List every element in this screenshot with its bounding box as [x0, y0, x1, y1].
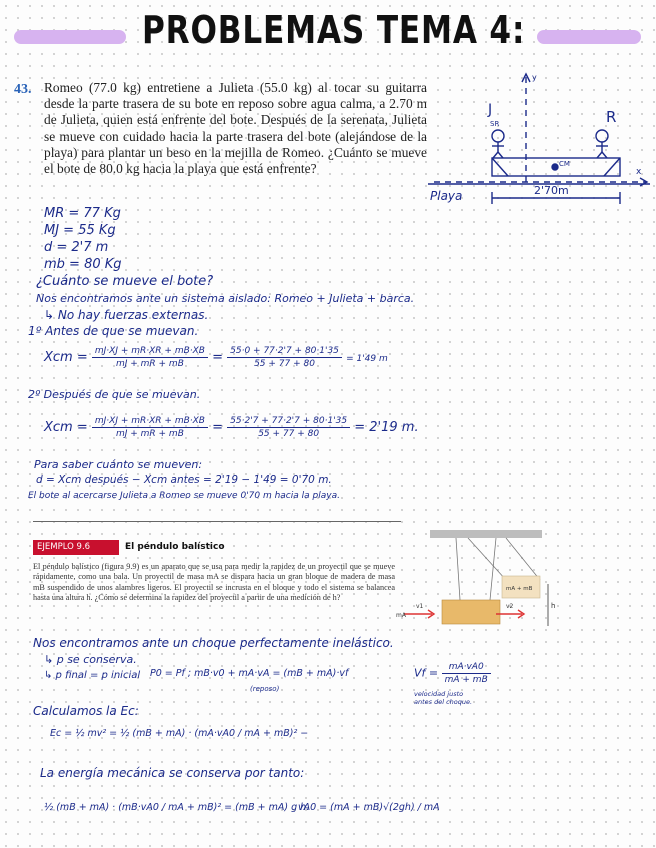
xcm-before-result: = 1'49 m	[346, 354, 388, 364]
momentum-final-initial: ↳ p final = p inicial	[44, 670, 141, 681]
highlight-pill-left	[14, 30, 126, 44]
boat-diagram	[428, 70, 650, 220]
step-two-title: 2º Después de que se muevan.	[28, 388, 201, 401]
how-much-moves: Para saber cuánto se mueven:	[34, 458, 203, 471]
diagram-label-y: y	[532, 73, 537, 82]
inelastic-collision: Nos encontramos ante un choque perfectamente inelástico.	[33, 636, 394, 650]
diagram-label-sr: SR	[490, 120, 500, 128]
xcm-before-formula	[92, 346, 208, 369]
reposo-note: (reposo)	[250, 685, 280, 693]
question-line: ¿Cuánto se mueve el bote?	[36, 274, 214, 289]
example-title: El péndulo balístico	[125, 542, 225, 552]
example-header	[33, 540, 401, 555]
example-label: EJEMPLO 9.6	[33, 540, 119, 555]
xcm-before-sub-den: 55 + 77 + 80	[254, 359, 315, 369]
conclusion: El bote al acercarse Julieta a Romeo se mueve 0'70 m hacia la playa.	[28, 491, 340, 501]
page-title: PROBLEMAS TEMA 4:	[142, 8, 526, 52]
no-external-forces: ↳ No hay fuerzas externas.	[44, 308, 209, 322]
step-one-title: 1º Antes de que se muevan.	[28, 324, 199, 338]
xcm-before-substitution	[227, 346, 342, 369]
xcm-after-equation: Xcm = $\frac{mJ\cdot XJ + mR\cdot XR + mB\cdot XB}{mJ + mR + mB}$ = $\frac{55\cdot 2'7 + 77\cdot 2'7 + 80\cdot 1'35}{55 + 77 + 80}$ = 2'19 m.	[44, 416, 419, 439]
data-mj: MJ = 55 Kg	[44, 223, 116, 238]
xcm-before-formula-den: mJ + mR + mB	[115, 359, 184, 369]
xcm-after-formula-num: mJ·XJ + mR·XR + mB·XB	[92, 416, 208, 428]
diagram-label-playa: Playa	[430, 189, 463, 203]
xcm-after-result: = 2'19 m.	[354, 420, 419, 435]
diagram-label-x: x	[636, 167, 642, 177]
diagram-label-cm: CM	[559, 160, 570, 168]
xcm-before-formula-num: mJ·XJ + mR·XR + mB·XB	[92, 346, 208, 358]
vf-den: mA + mB	[444, 675, 488, 685]
fig-label-h: h	[551, 602, 556, 610]
problem-text: Romeo (77.0 kg) entretiene a Julieta (55.0 kg) al tocar su guitarra desde la parte trasera de su bote en reposo sobre agua calma, a 2.70 m de Julieta, quien está enfrente del bote. Después de la serenata, Julieta se mueve con cuidado hacia la parte trasera del bote (alejándose de la playa) para plantar un beso en la mejilla de Romeo. ¿Cuánto se mueve el bote de 80.0 kg hacia la playa que está enfrente?	[44, 80, 427, 177]
fig-label-v2: v2	[506, 603, 514, 610]
fig-label-v1: v1	[416, 603, 424, 610]
diagram-label-j: J	[488, 102, 493, 118]
highlight-pill-right	[537, 30, 641, 44]
pendulum-figure	[398, 522, 563, 640]
displacement-equation: d = Xcm después − Xcm antes = 2'19 − 1'49 = 0'70 m.	[36, 474, 332, 486]
xcm-before-sub-num: 55·0 + 77·2'7 + 80·1'35	[227, 346, 342, 358]
vf-num: mA·vA0	[442, 662, 491, 674]
xcm-before-equation: Xcm = $\frac{mJ\cdot XJ + mR\cdot XR + mB\cdot XB}{mJ + mR + mB}$ = $\frac{55\cdot 0 + 77\cdot 2'7 + 80\cdot 1'35}{55 + 77 + 80}$ = 1'49 m	[44, 346, 388, 369]
xcm-after-formula	[92, 416, 208, 439]
xcm-after-formula-den: mJ + mR + mB	[115, 429, 184, 439]
final-velocity-result: vA0 = (mA + mB)√(2gh) / mA	[298, 802, 440, 813]
xcm-before-lhs: Xcm =	[44, 350, 88, 365]
fig-label-mab: mA + mB	[506, 586, 533, 592]
xcm-after-lhs: Xcm =	[44, 420, 88, 435]
data-mr: MR = 77 Kg	[44, 206, 121, 221]
momentum-equation: P0 = Pf ; mB·v0 + mA·vA = (mB + mA)·vf	[150, 668, 349, 679]
fig-label-ma: mA	[396, 612, 406, 619]
xcm-after-sub-num: 55·2'7 + 77·2'7 + 80·1'35	[227, 416, 350, 428]
data-d: d = 2'7 m	[44, 240, 109, 255]
vf-lhs: Vf =	[414, 666, 439, 680]
energy-conserved: La energía mecánica se conserva por tanto:	[40, 766, 305, 780]
final-energy-equation: ½ (mB + mA) · (mB·vA0 / mA + mB)² = (mB + mA) g h.	[44, 802, 310, 813]
isolated-system: Nos encontramos ante un sistema aislado: Romeo + Julieta + barca.	[36, 292, 415, 305]
ec-title: Calculamos la Ec:	[33, 704, 139, 718]
vf-fraction	[442, 662, 491, 685]
xcm-after-substitution	[227, 416, 350, 439]
example-text: El péndulo balístico (figura 9.9) es un aparato que se usa para medir la rapidez de un proyectil que se mueve rápidamente, como una bala. Un proyectil de masa mA se dispara hacia un gran bloque de madera de masa mB suspendido de unos alambres ligeros. El proyectil se incrusta en el bloque y todo el sistema se balancea hasta una altura h. ¿Cómo se determina la rapidez del proyectil a partir de una medición de h?	[33, 562, 395, 602]
ec-equation: Ec = ½ mv² = ½ (mB + mA) · (mA·vA0 / mA + mB)² −	[50, 728, 309, 739]
diagram-label-distance: 2'70m	[534, 184, 569, 197]
problem-number: 43.	[14, 82, 32, 97]
data-mb: mb = 80 Kg	[44, 257, 122, 272]
momentum-conserved: ↳ p se conserva.	[44, 653, 137, 666]
velocity-note: velocidad justo antes del choque.	[414, 690, 473, 706]
xcm-after-sub-den: 55 + 77 + 80	[258, 429, 320, 439]
vf-equation	[414, 662, 491, 685]
section-divider	[33, 521, 401, 522]
diagram-label-r: R	[606, 108, 617, 126]
